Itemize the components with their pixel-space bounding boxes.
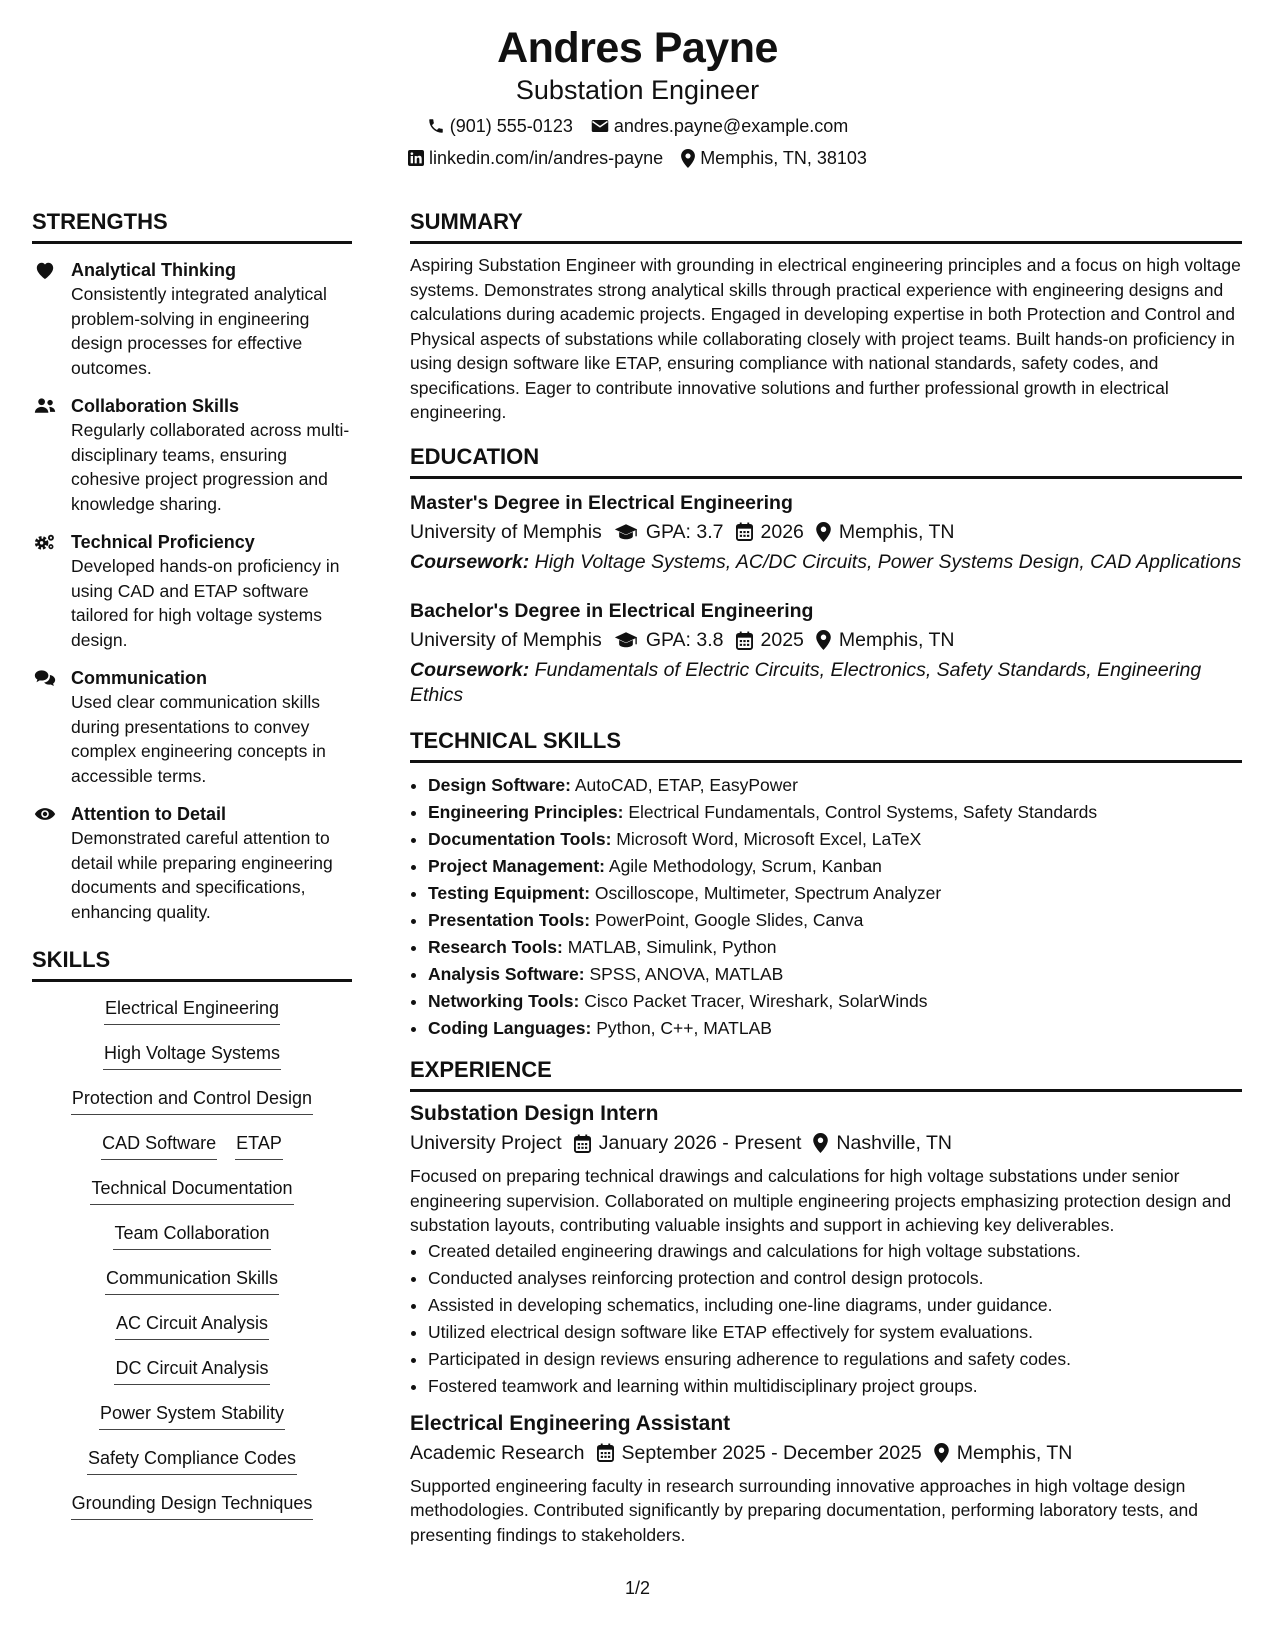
- experience-entry: [410, 1100, 1242, 1400]
- strength-desc: Consistently integrated analytical problem-solving in engineering design processes for effective outcomes.: [71, 284, 327, 378]
- strength-name: Analytical Thinking: [71, 260, 237, 280]
- coursework-text: High Voltage Systems, AC/DC Circuits, Power Systems Design, CAD Applications: [534, 550, 1242, 573]
- experience-heading: EXPERIENCE: [410, 1056, 1242, 1092]
- job-dates: September 2025 - December 2025: [621, 1441, 922, 1464]
- candidate-name: Andres Payne: [497, 24, 778, 72]
- email-text[interactable]: andres.payne@example.com: [613, 116, 849, 136]
- tech-skill-value: Microsoft Word, Microsoft Excel, LaTeX: [616, 829, 922, 849]
- strength-desc: Regularly collaborated across multi-disciplinary teams, ensuring cohesive project progression and knowledge sharing.: [71, 420, 350, 514]
- list-item: [428, 772, 1242, 799]
- list-item: [428, 988, 1242, 1015]
- tech-skill-value: Electrical Fundamentals, Control Systems, Safety Standards: [628, 802, 1098, 822]
- education-meta: [410, 519, 1242, 545]
- skill-tag: Electrical Engineering: [104, 996, 280, 1025]
- list-item: [428, 853, 1242, 880]
- list-item: • Fostered teamwork and learning within multidisciplinary project groups.: [428, 1373, 1242, 1400]
- strength-item: [32, 802, 352, 924]
- year-text: 2026: [760, 520, 804, 543]
- skill-tag: AC Circuit Analysis: [115, 1311, 269, 1340]
- coursework: [410, 550, 1242, 575]
- coursework: [410, 658, 1242, 707]
- skill-tag: Communication Skills: [105, 1266, 279, 1295]
- school-name: University of Memphis: [410, 520, 602, 543]
- coursework-label: Coursework:: [410, 659, 530, 681]
- job-org: University Project: [410, 1132, 562, 1154]
- summary-heading: SUMMARY: [410, 208, 1242, 244]
- list-item: • Created detailed engineering drawings and calculations for high voltage substations.: [428, 1238, 1242, 1265]
- strength-desc: Demonstrated careful attention to detail while preparing engineering documents and specifications, enhancing quality.: [71, 828, 333, 922]
- tech-skill-label: Coding Languages:: [428, 1018, 592, 1038]
- gpa-text: GPA: 3.7: [645, 520, 724, 543]
- tech-skill-value: Agile Methodology, Scrum, Kanban: [608, 856, 882, 876]
- tech-skill-label: Analysis Software:: [428, 964, 585, 984]
- skill-tag: Protection and Control Design: [71, 1086, 313, 1115]
- email-item[interactable]: [591, 115, 848, 137]
- phone-text: (901) 555-0123: [449, 116, 573, 136]
- skill-tag: Safety Compliance Codes: [87, 1446, 297, 1475]
- phone-icon: [427, 117, 445, 135]
- graduation-cap-icon: [614, 631, 638, 649]
- list-item: [428, 934, 1242, 961]
- summary-text: Aspiring Substation Engineer with grounding in electrical engineering principles and a focus on high voltage systems. Demonstrates strong analytical skills through practical experience with engineering designs and calculations during academic projects. Engaged in developing expertise in both Protection and Control and Physical aspects of substations while collaborating closely with project teams. Built hands-on proficiency in using design software like ETAP, ensuring compliance with national standards, safety codes, and specifications. Eager to contribute innovative solutions and further professional growth in electrical engineering.: [410, 255, 1241, 422]
- education-location: Memphis, TN: [838, 629, 955, 651]
- list-item: [428, 1015, 1242, 1042]
- coursework-label: Coursework:: [410, 550, 530, 573]
- job-meta: [410, 1130, 1242, 1156]
- strength-item: [32, 394, 352, 516]
- skill-tag: Team Collaboration: [113, 1221, 270, 1250]
- phone-item: [427, 115, 573, 137]
- job-meta: [410, 1440, 1242, 1466]
- coursework-text: Fundamentals of Electric Circuits, Electronics, Safety Standards, Engineering Ethics: [410, 659, 1202, 706]
- map-pin-icon: [816, 522, 831, 542]
- tech-skill-label: Project Management:: [428, 856, 605, 876]
- job-org: Academic Research: [410, 1441, 585, 1464]
- list-item: • Assisted in developing schematics, including one-line diagrams, under guidance.: [428, 1292, 1242, 1319]
- list-item: [428, 880, 1242, 907]
- strength-item: [32, 666, 352, 788]
- technical-skills-list: [410, 772, 1242, 1042]
- list-item: • Conducted analyses reinforcing protection and control design protocols.: [428, 1265, 1242, 1292]
- gears-icon: [34, 532, 56, 552]
- tech-skill-value: Python, C++, MATLAB: [596, 1018, 772, 1038]
- strength-name: Communication: [71, 668, 208, 688]
- users-icon: [34, 396, 56, 416]
- list-item: • Participated in design reviews ensuring adherence to regulations and safety codes.: [428, 1346, 1242, 1373]
- job-dates: January 2026 - Present: [598, 1132, 802, 1154]
- resume-header: [0, 22, 1275, 169]
- tech-skill-value: PowerPoint, Google Slides, Canva: [594, 910, 864, 930]
- calendar-icon: [736, 522, 753, 541]
- map-pin-icon: [681, 149, 695, 168]
- education-location: Memphis, TN: [838, 520, 955, 543]
- job-description: Focused on preparing technical drawings and calculations for high voltage substations under senior engineering supervision. Collaborated on multiple engineering projects emphasizing protection design and substation layouts, contributing valuable insights and support in achieving key deliverables.: [410, 1166, 1232, 1235]
- location-item: [681, 147, 867, 169]
- strength-item: [32, 258, 352, 380]
- location-text: Memphis, TN, 38103: [700, 148, 867, 168]
- tech-skill-value: Oscilloscope, Multimeter, Spectrum Analyzer: [594, 883, 942, 903]
- tech-skill-label: Documentation Tools:: [428, 829, 612, 849]
- strength-desc: Developed hands-on proficiency in using CAD and ETAP software tailored for high voltage systems design.: [71, 556, 340, 650]
- envelope-icon: [591, 118, 609, 134]
- degree-title: Bachelor's Degree in Electrical Engineering: [410, 600, 814, 622]
- education-heading: EDUCATION: [410, 443, 1242, 479]
- strength-name: Collaboration Skills: [71, 396, 240, 416]
- list-item: • Utilized electrical design software like ETAP effectively for system evaluations.: [428, 1319, 1242, 1346]
- skill-tag: ETAP: [235, 1131, 283, 1160]
- list-item: [428, 799, 1242, 826]
- list-item: [428, 907, 1242, 934]
- strengths-heading: STRENGTHS: [32, 208, 352, 244]
- tech-skill-label: Engineering Principles:: [428, 802, 624, 822]
- tech-skill-value: SPSS, ANOVA, MATLAB: [589, 964, 784, 984]
- tech-skill-label: Research Tools:: [428, 937, 563, 957]
- right-column: [410, 208, 1242, 1547]
- calendar-icon: [574, 1134, 591, 1153]
- year-text: 2025: [760, 629, 804, 651]
- skill-tag: High Voltage Systems: [103, 1041, 281, 1070]
- job-location: Nashville, TN: [836, 1132, 953, 1154]
- tech-skill-value: Cisco Packet Tracer, Wireshark, SolarWinds: [584, 991, 928, 1011]
- candidate-title: Substation Engineer: [515, 75, 760, 105]
- graduation-cap-icon: [614, 523, 638, 541]
- strength-name: Technical Proficiency: [71, 532, 255, 552]
- strength-item: [32, 530, 352, 652]
- skill-tag: Grounding Design Techniques: [71, 1491, 314, 1520]
- job-bullets: [410, 1238, 1242, 1400]
- contact-row-2: [0, 147, 1275, 169]
- linkedin-item[interactable]: [408, 147, 663, 169]
- job-title: Substation Design Intern: [410, 1102, 659, 1125]
- education-entry: [410, 490, 1242, 575]
- calendar-icon: [736, 631, 753, 650]
- experience-entry: [410, 1410, 1242, 1548]
- map-pin-icon: [934, 1443, 949, 1463]
- job-description: Supported engineering faculty in research surrounding innovative approaches in high voltage design methodologies. Contributed significantly by preparing documentation, performing laboratory tests, and presenting findings to stakeholders.: [410, 1475, 1198, 1545]
- page-number: 1/2: [624, 1578, 651, 1598]
- map-pin-icon: [813, 1133, 828, 1153]
- linkedin-text[interactable]: linkedin.com/in/andres-payne: [429, 148, 664, 168]
- skill-tag: CAD Software: [101, 1131, 217, 1160]
- tech-skill-label: Networking Tools:: [428, 991, 580, 1011]
- eye-icon: [34, 804, 56, 824]
- tech-skill-value: AutoCAD, ETAP, EasyPower: [574, 775, 798, 795]
- skill-tag: Technical Documentation: [90, 1176, 293, 1205]
- list-item: [428, 961, 1242, 988]
- left-column: [32, 208, 352, 1536]
- strength-desc: Used clear communication skills during presentations to convey complex engineering concepts in accessible terms.: [71, 692, 326, 786]
- heart-icon: [34, 260, 56, 280]
- degree-title: Master's Degree in Electrical Engineering: [410, 491, 793, 514]
- tech-skill-label: Design Software:: [428, 775, 571, 795]
- technical-skills-heading: TECHNICAL SKILLS: [410, 727, 1242, 763]
- comments-icon: [34, 668, 56, 688]
- tech-skill-value: MATLAB, Simulink, Python: [567, 937, 777, 957]
- job-location: Memphis, TN: [956, 1441, 1073, 1464]
- skill-tag: Power System Stability: [99, 1401, 285, 1430]
- skills-list: [32, 996, 352, 1536]
- tech-skill-label: Testing Equipment:: [428, 883, 591, 903]
- strength-name: Attention to Detail: [71, 804, 226, 824]
- skills-heading: SKILLS: [32, 946, 352, 982]
- map-pin-icon: [816, 630, 831, 650]
- skill-tag: DC Circuit Analysis: [114, 1356, 269, 1385]
- calendar-icon: [597, 1443, 614, 1462]
- contact-row-1: [0, 115, 1275, 137]
- job-title: Electrical Engineering Assistant: [410, 1411, 731, 1435]
- list-item: [428, 826, 1242, 853]
- linkedin-icon: [408, 150, 424, 166]
- tech-skill-label: Presentation Tools:: [428, 910, 591, 930]
- gpa-text: GPA: 3.8: [645, 629, 724, 651]
- education-meta: [410, 627, 1242, 653]
- school-name: University of Memphis: [410, 629, 602, 651]
- education-entry: [410, 598, 1242, 707]
